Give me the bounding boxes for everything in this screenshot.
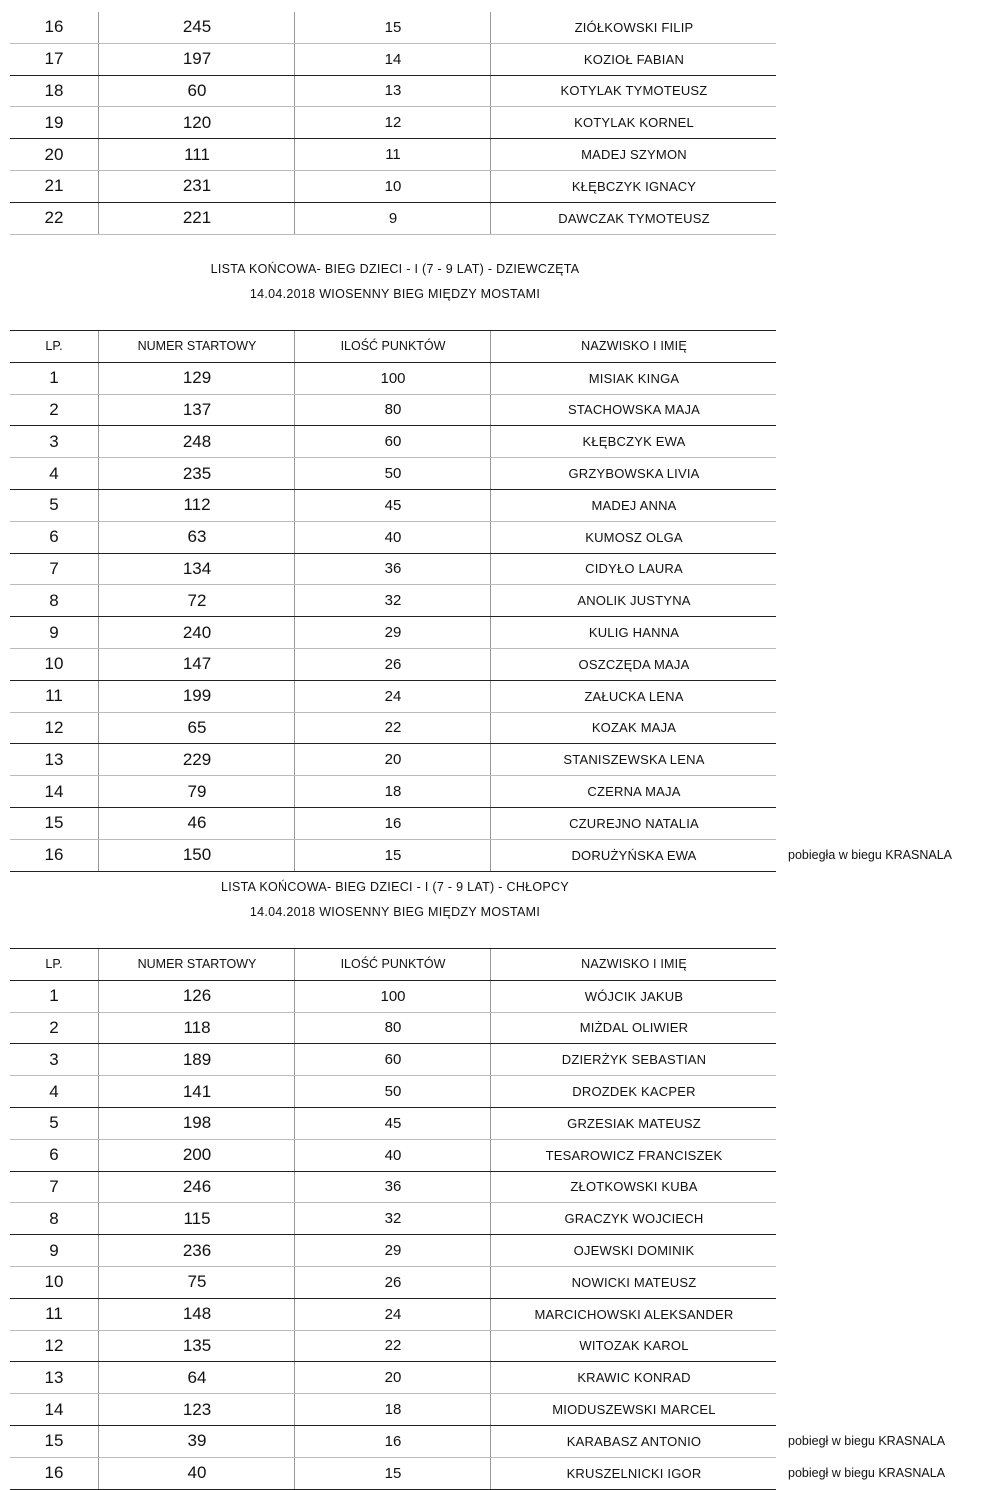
- table-row: [10, 1394, 776, 1426]
- cell-lp: 13: [44, 749, 64, 769]
- cell-lp: 6: [49, 527, 59, 547]
- header-lp: LP.: [45, 339, 63, 354]
- cell-name: KULIG HANNA: [490, 617, 777, 648]
- cell-name: CZUREJNO NATALIA: [490, 808, 777, 839]
- table-row: [10, 808, 776, 840]
- cell-name: DROZDEK KACPER: [490, 1076, 777, 1107]
- header-start-number: NUMER STARTOWY: [98, 331, 295, 362]
- cell-start-number: 64: [98, 1362, 295, 1393]
- cell-start-number: 199: [98, 681, 295, 712]
- table-row: [10, 840, 952, 872]
- header-points: ILOŚĆ PUNKTÓW: [294, 949, 491, 980]
- cell-points: 40: [294, 522, 491, 553]
- section-subtitle-girls: 14.04.2018 WIOSENNY BIEG MIĘDZY MOSTAMI: [249, 287, 541, 301]
- table-row: [10, 44, 776, 76]
- header-start-number: NUMER STARTOWY: [98, 949, 295, 980]
- cell-name: ZIÓŁKOWSKI FILIP: [490, 12, 777, 43]
- header-points: ILOŚĆ PUNKTÓW: [294, 331, 491, 362]
- cell-points: 24: [294, 1299, 491, 1330]
- cell-lp: 14: [44, 781, 64, 801]
- section-title-girls: LISTA KOŃCOWA- BIEG DZIECI - I (7 - 9 LAT) - DZIEWCZĘTA: [210, 262, 580, 276]
- cell-name: MADEJ ANNA: [490, 490, 777, 521]
- cell-name: MISIAK KINGA: [490, 363, 777, 394]
- cell-start-number: 126: [98, 981, 295, 1012]
- cell-lp: 5: [49, 495, 59, 515]
- cell-points: 24: [294, 681, 491, 712]
- cell-lp: 18: [44, 80, 64, 100]
- cell-start-number: 150: [98, 840, 295, 871]
- cell-start-number: 120: [98, 107, 295, 138]
- cell-name: KŁĘBCZYK IGNACY: [490, 171, 777, 202]
- cell-points: 9: [294, 203, 491, 234]
- table-row: [10, 681, 776, 713]
- cell-name: NOWICKI MATEUSZ: [490, 1267, 777, 1298]
- cell-lp: 4: [49, 1081, 59, 1101]
- cell-name: DZIERŻYK SEBASTIAN: [490, 1044, 777, 1075]
- header-name: NAZWISKO I IMIĘ: [490, 331, 777, 362]
- cell-lp: 3: [49, 1049, 59, 1069]
- table-row: [10, 649, 776, 681]
- table-row: [10, 554, 776, 586]
- cell-name: MARCICHOWSKI ALEKSANDER: [490, 1299, 777, 1330]
- cell-name: ZAŁUCKA LENA: [490, 681, 777, 712]
- row-note: pobiegł w biegu KRASNALA: [788, 1466, 946, 1481]
- cell-lp: 11: [45, 1304, 63, 1324]
- cell-points: 40: [294, 1140, 491, 1171]
- table-row: [10, 1426, 946, 1458]
- cell-lp: 10: [44, 654, 64, 674]
- cell-points: 12: [294, 107, 491, 138]
- table-row: [10, 713, 776, 745]
- table-row: [10, 203, 776, 235]
- cell-lp: 4: [49, 463, 59, 483]
- row-note: pobiegł w biegu KRASNALA: [788, 1434, 946, 1449]
- cell-points: 20: [294, 744, 491, 775]
- cell-lp: 16: [44, 17, 64, 37]
- table-header-row: [10, 330, 776, 363]
- cell-start-number: 112: [98, 490, 295, 521]
- table-row: [10, 139, 776, 171]
- table-row: [10, 522, 776, 554]
- cell-name: KUMOSZ OLGA: [490, 522, 777, 553]
- cell-points: 60: [294, 426, 491, 457]
- cell-start-number: 129: [98, 363, 295, 394]
- table-row: [10, 617, 776, 649]
- cell-lp: 9: [49, 622, 59, 642]
- table-row: [10, 1013, 776, 1045]
- cell-start-number: 200: [98, 1140, 295, 1171]
- table-row: [10, 1203, 776, 1235]
- cell-start-number: 231: [98, 171, 295, 202]
- cell-points: 22: [294, 1331, 491, 1362]
- cell-lp: 20: [44, 144, 64, 164]
- cell-start-number: 221: [98, 203, 295, 234]
- table-header-row: [10, 948, 776, 981]
- cell-name: KOZAK MAJA: [490, 713, 777, 744]
- cell-name: STANISZEWSKA LENA: [490, 744, 777, 775]
- cell-name: KOTYLAK TYMOTEUSZ: [490, 76, 777, 107]
- cell-points: 80: [294, 1013, 491, 1044]
- cell-start-number: 246: [98, 1172, 295, 1203]
- cell-start-number: 198: [98, 1108, 295, 1139]
- cell-start-number: 148: [98, 1299, 295, 1330]
- table-row: [10, 585, 776, 617]
- cell-start-number: 123: [98, 1394, 295, 1425]
- table-row: [10, 395, 776, 427]
- cell-points: 32: [294, 585, 491, 616]
- cell-points: 45: [294, 490, 491, 521]
- cell-lp: 17: [44, 49, 64, 69]
- cell-points: 32: [294, 1203, 491, 1234]
- cell-start-number: 60: [98, 76, 295, 107]
- table-row: [10, 426, 776, 458]
- cell-lp: 14: [44, 1399, 64, 1419]
- cell-start-number: 235: [98, 458, 295, 489]
- cell-points: 15: [294, 12, 491, 43]
- results-table-continuation: [10, 12, 776, 235]
- cell-name: CZERNA MAJA: [490, 776, 777, 807]
- cell-start-number: 245: [98, 12, 295, 43]
- cell-start-number: 65: [98, 713, 295, 744]
- header-lp: LP.: [45, 957, 63, 972]
- cell-name: OJEWSKI DOMINIK: [490, 1235, 777, 1266]
- cell-points: 14: [294, 44, 491, 75]
- cell-name: CIDYŁO LAURA: [490, 554, 777, 585]
- cell-start-number: 72: [98, 585, 295, 616]
- table-row: [10, 1076, 776, 1108]
- table-row: [10, 1140, 776, 1172]
- table-row: [10, 744, 776, 776]
- cell-start-number: 141: [98, 1076, 295, 1107]
- cell-points: 16: [294, 808, 491, 839]
- cell-name: GRZYBOWSKA LIVIA: [490, 458, 777, 489]
- table-row: [10, 76, 776, 108]
- cell-lp: 1: [49, 986, 59, 1006]
- table-row: [10, 1172, 776, 1204]
- table-row: [10, 1044, 776, 1076]
- cell-points: 18: [294, 776, 491, 807]
- cell-points: 36: [294, 554, 491, 585]
- cell-lp: 2: [49, 399, 59, 419]
- results-table-boys: [10, 948, 946, 1490]
- cell-lp: 12: [44, 1335, 64, 1355]
- cell-name: GRACZYK WOJCIECH: [490, 1203, 777, 1234]
- cell-name: STACHOWSKA MAJA: [490, 395, 777, 426]
- cell-start-number: 134: [98, 554, 295, 585]
- table-row: [10, 1267, 776, 1299]
- cell-start-number: 229: [98, 744, 295, 775]
- cell-points: 18: [294, 1394, 491, 1425]
- cell-points: 50: [294, 458, 491, 489]
- cell-lp: 2: [49, 1017, 59, 1037]
- cell-points: 10: [294, 171, 491, 202]
- cell-lp: 15: [44, 1431, 64, 1451]
- table-row: [10, 171, 776, 203]
- cell-points: 15: [294, 1458, 491, 1489]
- cell-start-number: 63: [98, 522, 295, 553]
- cell-points: 22: [294, 713, 491, 744]
- cell-name: KRAWIC KONRAD: [490, 1362, 777, 1393]
- cell-start-number: 118: [98, 1013, 295, 1044]
- table-row: [10, 458, 776, 490]
- cell-start-number: 79: [98, 776, 295, 807]
- cell-points: 16: [294, 1426, 491, 1457]
- cell-points: 60: [294, 1044, 491, 1075]
- cell-points: 20: [294, 1362, 491, 1393]
- cell-name: MIŻDAL OLIWIER: [490, 1013, 777, 1044]
- cell-name: WITOZAK KAROL: [490, 1331, 777, 1362]
- cell-points: 26: [294, 649, 491, 680]
- cell-name: DORUŻYŃSKA EWA: [490, 840, 777, 871]
- cell-name: OSZCZĘDA MAJA: [490, 649, 777, 680]
- cell-lp: 5: [49, 1113, 59, 1133]
- cell-lp: 13: [44, 1367, 64, 1387]
- cell-name: ZŁOTKOWSKI KUBA: [490, 1172, 777, 1203]
- cell-start-number: 115: [98, 1203, 295, 1234]
- cell-start-number: 147: [98, 649, 295, 680]
- table-row: [10, 1235, 776, 1267]
- cell-lp: 3: [49, 431, 59, 451]
- cell-start-number: 240: [98, 617, 295, 648]
- cell-lp: 22: [44, 208, 64, 228]
- table-row: [10, 1299, 776, 1331]
- cell-lp: 19: [44, 112, 64, 132]
- table-row: [10, 1458, 946, 1490]
- cell-name: KARABASZ ANTONIO: [490, 1426, 777, 1457]
- cell-start-number: 197: [98, 44, 295, 75]
- cell-name: KOTYLAK KORNEL: [490, 107, 777, 138]
- cell-start-number: 189: [98, 1044, 295, 1075]
- cell-points: 80: [294, 395, 491, 426]
- header-name: NAZWISKO I IMIĘ: [490, 949, 777, 980]
- cell-lp: 1: [49, 368, 59, 388]
- section-title-boys: LISTA KOŃCOWA- BIEG DZIECI - I (7 - 9 LAT) - CHŁOPCY: [220, 880, 570, 894]
- section-subtitle-boys: 14.04.2018 WIOSENNY BIEG MIĘDZY MOSTAMI: [249, 905, 541, 919]
- cell-lp: 21: [44, 176, 64, 196]
- cell-points: 100: [294, 981, 491, 1012]
- cell-start-number: 39: [98, 1426, 295, 1457]
- cell-lp: 8: [49, 590, 59, 610]
- table-row: [10, 1362, 776, 1394]
- table-row: [10, 1331, 776, 1363]
- cell-lp: 9: [49, 1240, 59, 1260]
- cell-lp: 8: [49, 1208, 59, 1228]
- cell-lp: 11: [45, 686, 63, 706]
- cell-points: 29: [294, 1235, 491, 1266]
- table-row: [10, 363, 776, 395]
- results-table-girls: [10, 330, 952, 872]
- cell-name: DAWCZAK TYMOTEUSZ: [490, 203, 777, 234]
- cell-points: 15: [294, 840, 491, 871]
- table-row: [10, 12, 776, 44]
- row-note: pobiegła w biegu KRASNALA: [788, 848, 952, 863]
- table-row: [10, 776, 776, 808]
- cell-start-number: 111: [98, 139, 295, 170]
- table-row: [10, 981, 776, 1013]
- cell-start-number: 75: [98, 1267, 295, 1298]
- cell-start-number: 248: [98, 426, 295, 457]
- cell-lp: 16: [44, 845, 64, 865]
- cell-points: 100: [294, 363, 491, 394]
- cell-start-number: 135: [98, 1331, 295, 1362]
- cell-start-number: 40: [98, 1458, 295, 1489]
- table-row: [10, 107, 776, 139]
- cell-lp: 6: [49, 1145, 59, 1165]
- cell-name: MADEJ SZYMON: [490, 139, 777, 170]
- cell-lp: 10: [44, 1272, 64, 1292]
- cell-points: 11: [294, 139, 491, 170]
- cell-name: MIODUSZEWSKI MARCEL: [490, 1394, 777, 1425]
- cell-points: 36: [294, 1172, 491, 1203]
- table-row: [10, 1108, 776, 1140]
- cell-name: KOZIOŁ FABIAN: [490, 44, 777, 75]
- cell-points: 13: [294, 76, 491, 107]
- cell-name: KŁĘBCZYK EWA: [490, 426, 777, 457]
- cell-name: ANOLIK JUSTYNA: [490, 585, 777, 616]
- cell-name: TESAROWICZ FRANCISZEK: [490, 1140, 777, 1171]
- cell-start-number: 236: [98, 1235, 295, 1266]
- cell-name: WÓJCIK JAKUB: [490, 981, 777, 1012]
- cell-start-number: 137: [98, 395, 295, 426]
- cell-points: 45: [294, 1108, 491, 1139]
- cell-points: 50: [294, 1076, 491, 1107]
- cell-lp: 12: [44, 717, 64, 737]
- cell-name: GRZESIAK MATEUSZ: [490, 1108, 777, 1139]
- cell-points: 26: [294, 1267, 491, 1298]
- cell-start-number: 46: [98, 808, 295, 839]
- table-row: [10, 490, 776, 522]
- cell-lp: 7: [49, 558, 59, 578]
- cell-lp: 15: [44, 813, 64, 833]
- cell-lp: 7: [49, 1176, 59, 1196]
- cell-lp: 16: [44, 1463, 64, 1483]
- cell-name: KRUSZELNICKI IGOR: [490, 1458, 777, 1489]
- cell-points: 29: [294, 617, 491, 648]
